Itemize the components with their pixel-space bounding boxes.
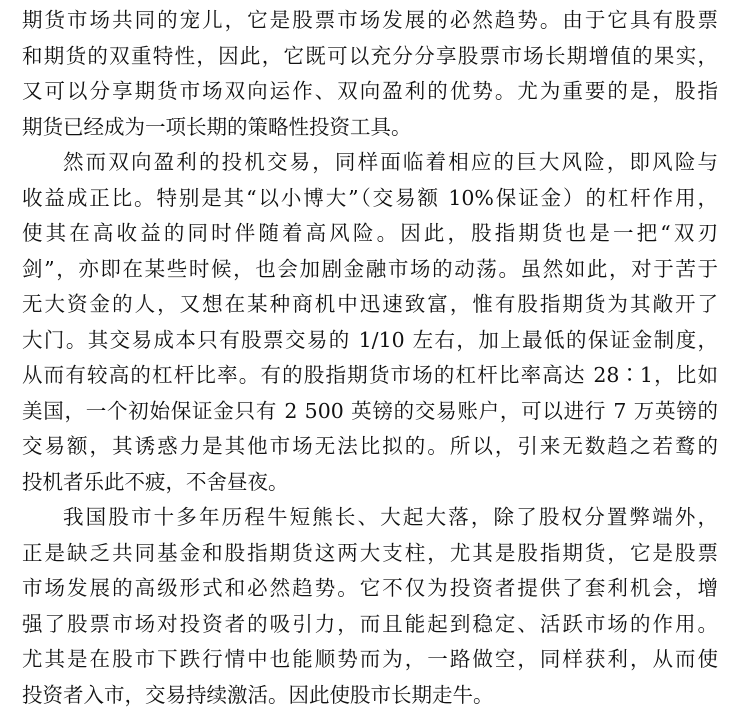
- text-line: 使其在高收益的同时伴随着高风险。因此，股指期货也是一把“双刃: [22, 216, 718, 252]
- text-line: 剑”，亦即在某些时候，也会加剧金融市场的动荡。虽然如此，对于苦于: [22, 252, 718, 288]
- text-line: 期货已经成为一项长期的策略性投资工具。: [22, 110, 718, 146]
- text-line: 我国股市十多年历程牛短熊长、大起大落，除了股权分置弊端外，: [22, 500, 718, 536]
- text-line: 又可以分享期货市场双向运作、双向盈利的优势。尤为重要的是，股指: [22, 74, 718, 110]
- text-line: 美国，一个初始保证金只有 2 500 英镑的交易账户，可以进行 7 万英镑的: [22, 394, 718, 430]
- text-line: 交易额，其诱惑力是其他市场无法比拟的。所以，引来无数趋之若鹜的: [22, 429, 718, 465]
- text-line: 然而双向盈利的投机交易，同样面临着相应的巨大风险，即风险与: [22, 145, 718, 181]
- text-line: 大门。其交易成本只有股票交易的 1/10 左右，加上最低的保证金制度，: [22, 323, 718, 359]
- text-line: 投资者入市，交易持续激活。因此使股市长期走牛。: [22, 678, 718, 713]
- text-line: 无大资金的人，又想在某种商机中迅速致富，惟有股指期货为其敞开了: [22, 287, 718, 323]
- text-line: 期货市场共同的宠儿，它是股票市场发展的必然趋势。由于它具有股票: [22, 3, 718, 39]
- paragraph-1: [22, 3, 718, 145]
- paragraph-3: [22, 500, 718, 713]
- text-line: 正是缺乏共同基金和股指期货这两大支柱，尤其是股指期货，它是股票: [22, 536, 718, 572]
- paragraph-2: [22, 145, 718, 500]
- text-line: 强了股票市场对投资者的吸引力，而且能起到稳定、活跃市场的作用。: [22, 607, 718, 643]
- text-line: 从而有较高的杠杆比率。有的股指期货市场的杠杆比率高达 28∶1，比如: [22, 358, 718, 394]
- text-line: 收益成正比。特别是其“以小博大”（交易额 10%保证金）的杠杆作用，: [22, 181, 718, 217]
- text-line: 市场发展的高级形式和必然趋势。它不仅为投资者提供了套利机会，增: [22, 571, 718, 607]
- text-line: 投机者乐此不疲，不舍昼夜。: [22, 465, 718, 501]
- text-line: 和期货的双重特性，因此，它既可以充分分享股票市场长期增值的果实，: [22, 39, 718, 75]
- text-line: 尤其是在股市下跌行情中也能顺势而为，一路做空，同样获利，从而使: [22, 642, 718, 678]
